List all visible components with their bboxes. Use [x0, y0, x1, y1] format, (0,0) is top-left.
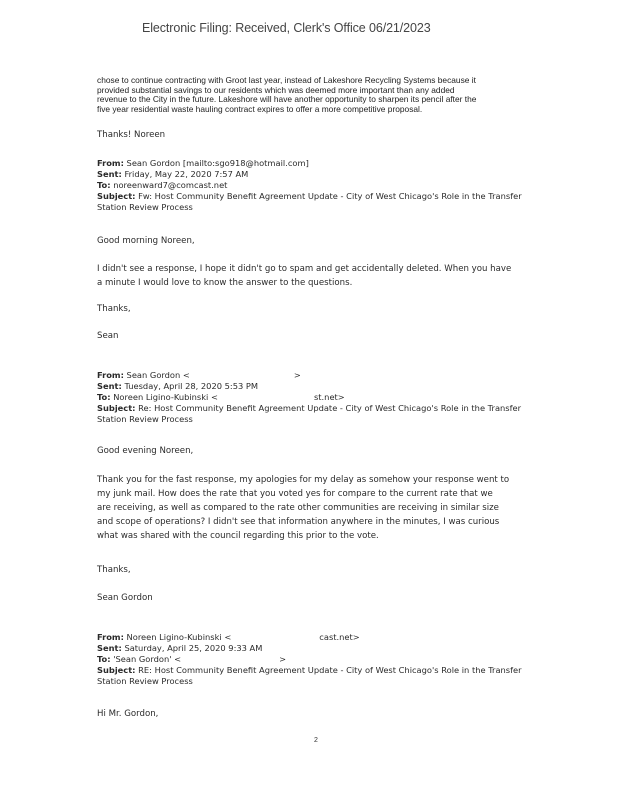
subject-label: Subject:: [97, 191, 136, 201]
body-line: Thank you for the fast response, my apologies for my delay as somehow your response went to: [97, 475, 510, 485]
body-2: [97, 473, 537, 543]
subject-continuation: Station Review Process: [97, 202, 193, 212]
subject-value: RE: Host Community Benefit Agreement Update - City of West Chicago's Role in the Transfer: [138, 665, 522, 675]
greeting-2: Good evening Noreen,: [97, 446, 194, 456]
to-label: To:: [97, 654, 111, 664]
to-label: To:: [97, 392, 111, 402]
to-value: 'Sean Gordon' <: [113, 654, 182, 664]
paragraph-line: revenue to the City in the future. Lakeshore will have another opportunity to sharpen its pencil after the: [97, 94, 477, 105]
to-value-end: st.net>: [313, 392, 345, 402]
to-label: To:: [97, 180, 111, 190]
signature-1: Sean: [97, 331, 119, 341]
from-value: Sean Gordon [mailto:sgo918@hotmail.com]: [126, 158, 309, 168]
body-line: I didn't see a response, I hope it didn't go to spam and get accidentally deleted. When you have: [97, 264, 512, 274]
paragraph-line: provided substantial savings to our residents which was deemed more important than any added: [97, 84, 455, 95]
body-line: are receiving, as well as compared to the rate other communities are receiving in similar size: [97, 503, 499, 513]
body-line: and scope of operations? I didn't see that information anywhere in the minutes, I was curious: [97, 517, 500, 527]
sent-value: Saturday, April 25, 2020 9:33 AM: [124, 643, 263, 653]
email-header-3: [97, 632, 527, 687]
from-label: From:: [97, 632, 124, 642]
subject-label: Subject:: [97, 403, 136, 413]
sent-label: Sent:: [97, 169, 122, 179]
greeting-3: Hi Mr. Gordon,: [97, 709, 159, 719]
body-line: what was shared with the council regarding this prior to the vote.: [97, 531, 379, 541]
sent-label: Sent:: [97, 381, 122, 391]
body-line: a minute I would love to know the answer to the questions.: [97, 278, 353, 288]
subject-label: Subject:: [97, 665, 136, 675]
subject-continuation: Station Review Process: [97, 414, 193, 424]
from-label: From:: [97, 158, 124, 168]
to-value-end: >: [279, 654, 287, 664]
subject-value: Re: Host Community Benefit Agreement Update - City of West Chicago's Role in the Transfer: [138, 403, 522, 413]
sent-value: Friday, May 22, 2020 7:57 AM: [124, 169, 249, 179]
greeting-1: Good morning Noreen,: [97, 236, 195, 246]
thanks-2: Thanks,: [97, 565, 131, 575]
sent-value: Tuesday, April 28, 2020 5:53 PM: [124, 381, 259, 391]
from-label: From:: [97, 370, 124, 380]
subject-value: Fw: Host Community Benefit Agreement Update - City of West Chicago's Role in the Transfer: [138, 191, 522, 201]
sent-label: Sent:: [97, 643, 122, 653]
filing-stamp-header: Electronic Filing: Received, Clerk's Office 06/21/2023: [142, 21, 431, 35]
email-header-2: [97, 370, 527, 425]
signature-2: Sean Gordon: [97, 593, 153, 603]
body-line: my junk mail. How does the rate that you voted yes for compare to the current rate that we: [97, 489, 493, 499]
thanks-noreen: Thanks! Noreen: [97, 130, 166, 140]
body-1: [97, 262, 537, 290]
thanks-1: Thanks,: [97, 304, 131, 314]
subject-continuation: Station Review Process: [97, 676, 193, 686]
email-header-1: [97, 158, 527, 213]
from-value: Noreen Ligino-Kubinski <: [126, 632, 232, 642]
from-value-end: cast.net>: [319, 632, 360, 642]
from-value-end: >: [293, 370, 301, 380]
paragraph-line: five year residential waste hauling contract expires to offer a more competitive proposal.: [97, 103, 423, 114]
page-number: 2: [314, 737, 318, 744]
to-value: noreenward7@comcast.net: [113, 180, 228, 190]
from-value: Sean Gordon <: [126, 370, 190, 380]
top-paragraph: [97, 76, 537, 114]
to-value: Noreen Ligino-Kubinski <: [113, 392, 218, 402]
paragraph-line: chose to continue contracting with Groot last year, instead of Lakeshore Recycling Systems because it: [97, 75, 476, 85]
